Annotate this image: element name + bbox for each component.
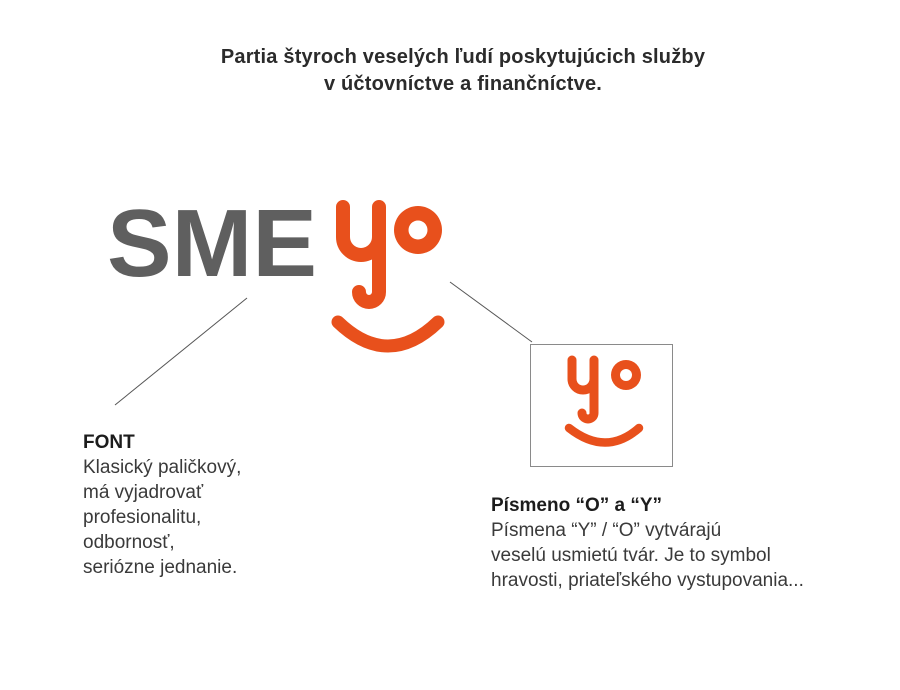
font-note-line: seriózne jednanie. [83,557,238,578]
font-note-line: profesionalitu, [83,507,202,528]
small-emblem-frame [531,345,673,467]
leader-line-font [115,298,247,405]
frame-box [531,345,673,467]
tagline-line-1: Partia štyroch veselých ľudí poskytujúcich služby [220,46,706,68]
letter-note-line: veselú usmietú tvár. Je to symbol [491,545,771,566]
logo-smiley-emblem [338,206,442,346]
leader-line-letters [450,282,532,342]
letter-note [491,493,891,593]
font-note-line: Klasický paličkový, [83,457,242,478]
font-note-line: odbornosť, [83,532,175,553]
emblem-smile [338,322,438,346]
tagline-line-2: v účtovníctve a finančníctve. [323,73,603,95]
emblem-o-hole [409,221,428,240]
font-note-heading: FONT [83,432,135,453]
font-note-line: má vyjadrovať [83,482,204,503]
font-note [83,430,343,580]
letter-note-line: Písmena “Y” / “O” vytvárajú [491,520,722,541]
logo-wordmark-text: SME [107,190,317,297]
letter-note-line: hravosti, priateľského vystupovania... [491,570,804,591]
logo-wordmark [107,190,317,297]
letter-note-heading: Písmeno “O” a “Y” [491,495,663,516]
small-o-hole [620,369,632,381]
